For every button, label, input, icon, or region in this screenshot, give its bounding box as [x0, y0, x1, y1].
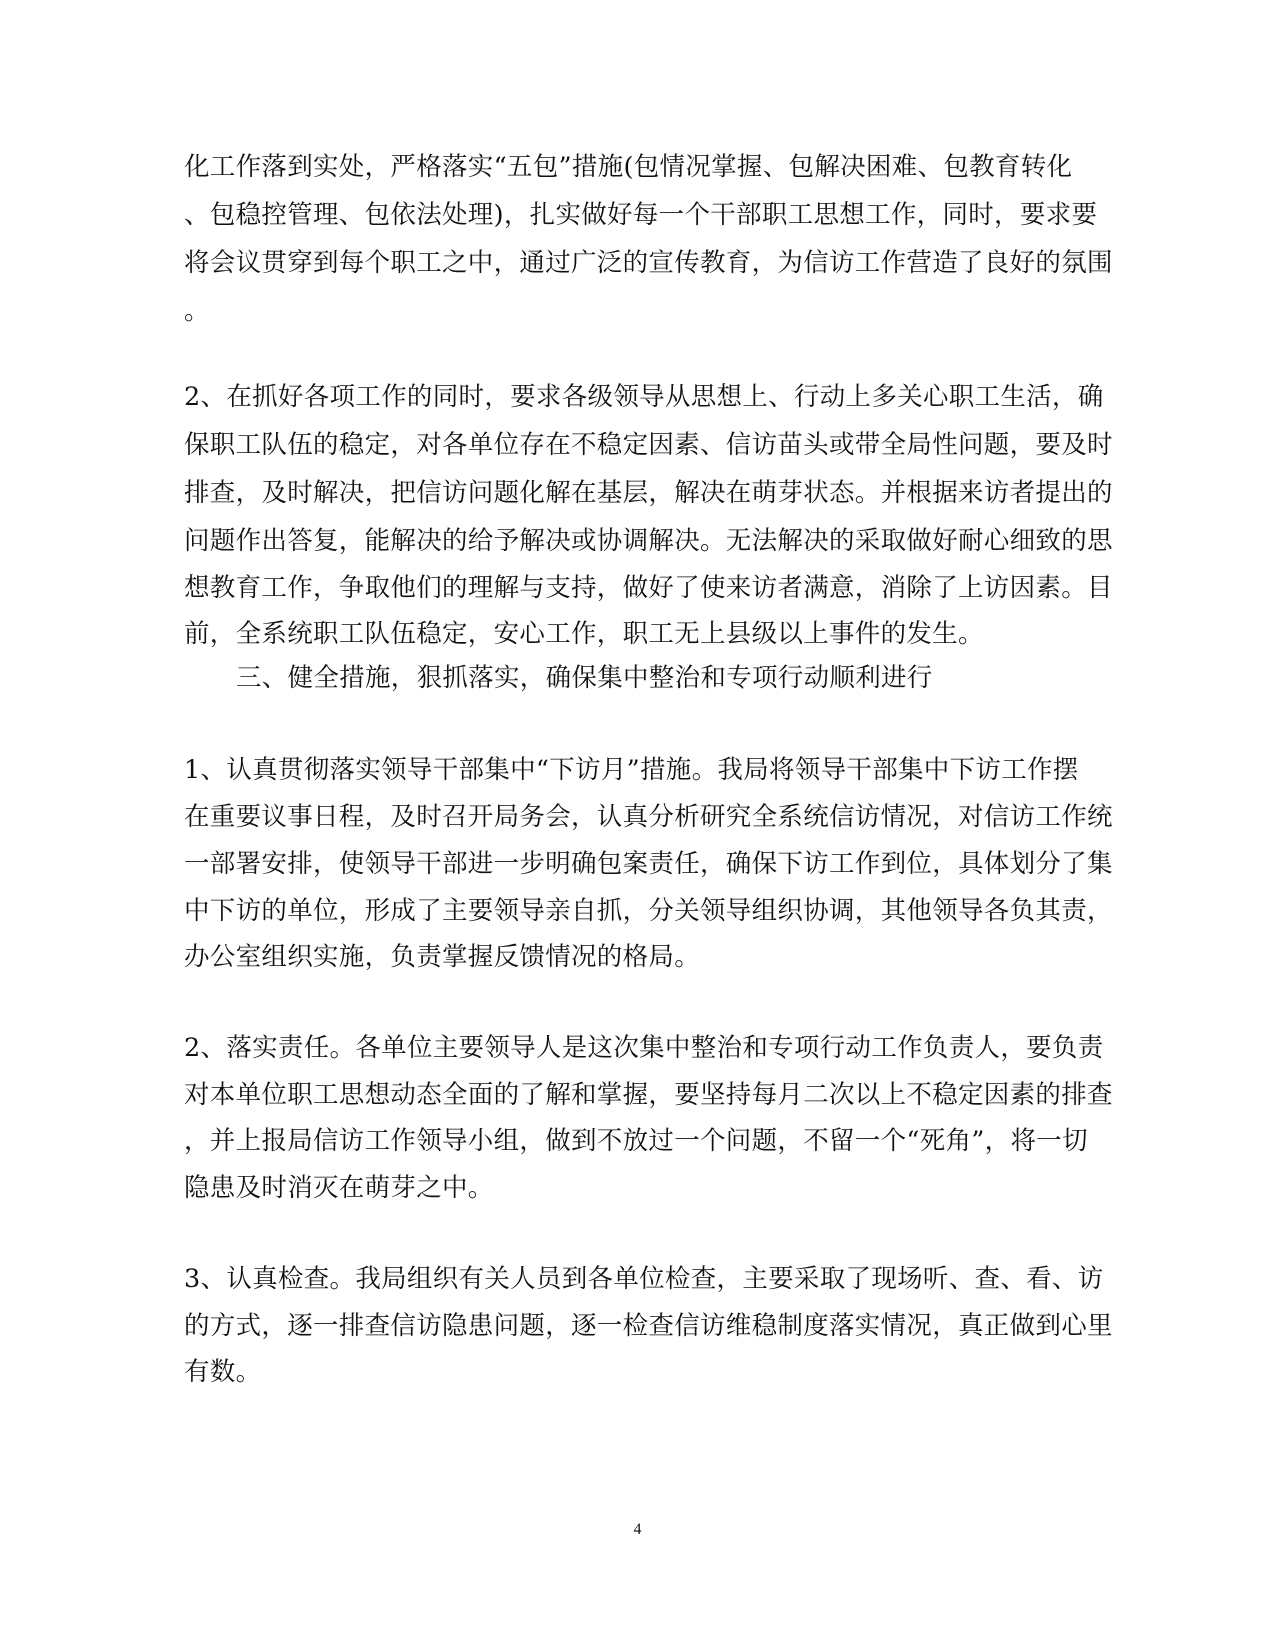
paragraph-3-line-5: 办公室组织实施，负责掌握反馈情况的格局。 [184, 942, 701, 972]
paragraph-2-line-2: 保职工队伍的稳定，对各单位存在不稳定因素、信访苗头或带全局性问题，要及时 [184, 430, 1113, 460]
paragraph-1-line-1: 化工作落到实处，严格落实“五包”措施(包情况掌握、包解决困难、包教育转化 [184, 152, 1073, 182]
paragraph-5-line-3: 有数。 [184, 1357, 262, 1387]
paragraph-3-line-2: 在重要议事日程，及时召开局务会，认真分析研究全系统信访情况，对信访工作统 [184, 802, 1113, 832]
paragraph-3-line-1: 1、认真贯彻落实领导干部集中“下访月”措施。我局将领导干部集中下访工作摆 [184, 755, 1079, 785]
paragraph-2-line-5: 想教育工作，争取他们的理解与支持，做好了使来访者满意，消除了上访因素。目 [184, 573, 1113, 603]
paragraph-2-line-4: 问题作出答复，能解决的给予解决或协调解决。无法解决的采取做好耐心细致的思 [184, 526, 1113, 556]
paragraph-5-line-1: 3、认真检查。我局组织有关人员到各单位检查，主要采取了现场听、查、看、访 [184, 1264, 1104, 1294]
paragraph-1-line-3: 将会议贯穿到每个职工之中，通过广泛的宣传教育，为信访工作营造了良好的氛围 [184, 248, 1113, 278]
paragraph-4-line-1: 2、落实责任。各单位主要领导人是这次集中整治和专项行动工作负责人，要负责 [184, 1033, 1104, 1063]
paragraph-1-line-2: 、包稳控管理、包依法处理)，扎实做好每一个干部职工思想工作，同时，要求要 [184, 200, 1098, 230]
paragraph-4-line-3: ，并上报局信访工作领导小组，做到不放过一个问题，不留一个“死角”，将一切 [184, 1126, 1088, 1156]
paragraph-3-line-3: 一部署安排，使领导干部进一步明确包案责任，确保下访工作到位，具体划分了集 [184, 849, 1113, 879]
paragraph-2-line-1: 2、在抓好各项工作的同时，要求各级领导从思想上、行动上多关心职工生活，确 [184, 382, 1104, 412]
page-number: 4 [633, 1521, 642, 1538]
paragraph-3-line-4: 中下访的单位，形成了主要领导亲自抓，分关领导组织协调，其他领导各负其责， [184, 896, 1113, 926]
paragraph-2-line-6: 前，全系统职工队伍稳定，安心工作，职工无上县级以上事件的发生。 [184, 619, 984, 649]
paragraph-4-line-2: 对本单位职工思想动态全面的了解和掌握，要坚持每月二次以上不稳定因素的排查 [184, 1080, 1113, 1110]
paragraph-5-line-2: 的方式，逐一排查信访隐患问题，逐一检查信访维稳制度落实情况，真正做到心里 [184, 1311, 1113, 1341]
paragraph-2-line-3: 排查，及时解决，把信访问题化解在基层，解决在萌芽状态。并根据来访者提出的 [184, 478, 1113, 508]
paragraph-1-line-4: 。 [184, 296, 210, 326]
section-heading: 三、健全措施，狠抓落实，确保集中整治和专项行动顺利进行 [236, 663, 933, 693]
paragraph-4-line-4: 隐患及时消灭在萌芽之中。 [184, 1173, 494, 1203]
